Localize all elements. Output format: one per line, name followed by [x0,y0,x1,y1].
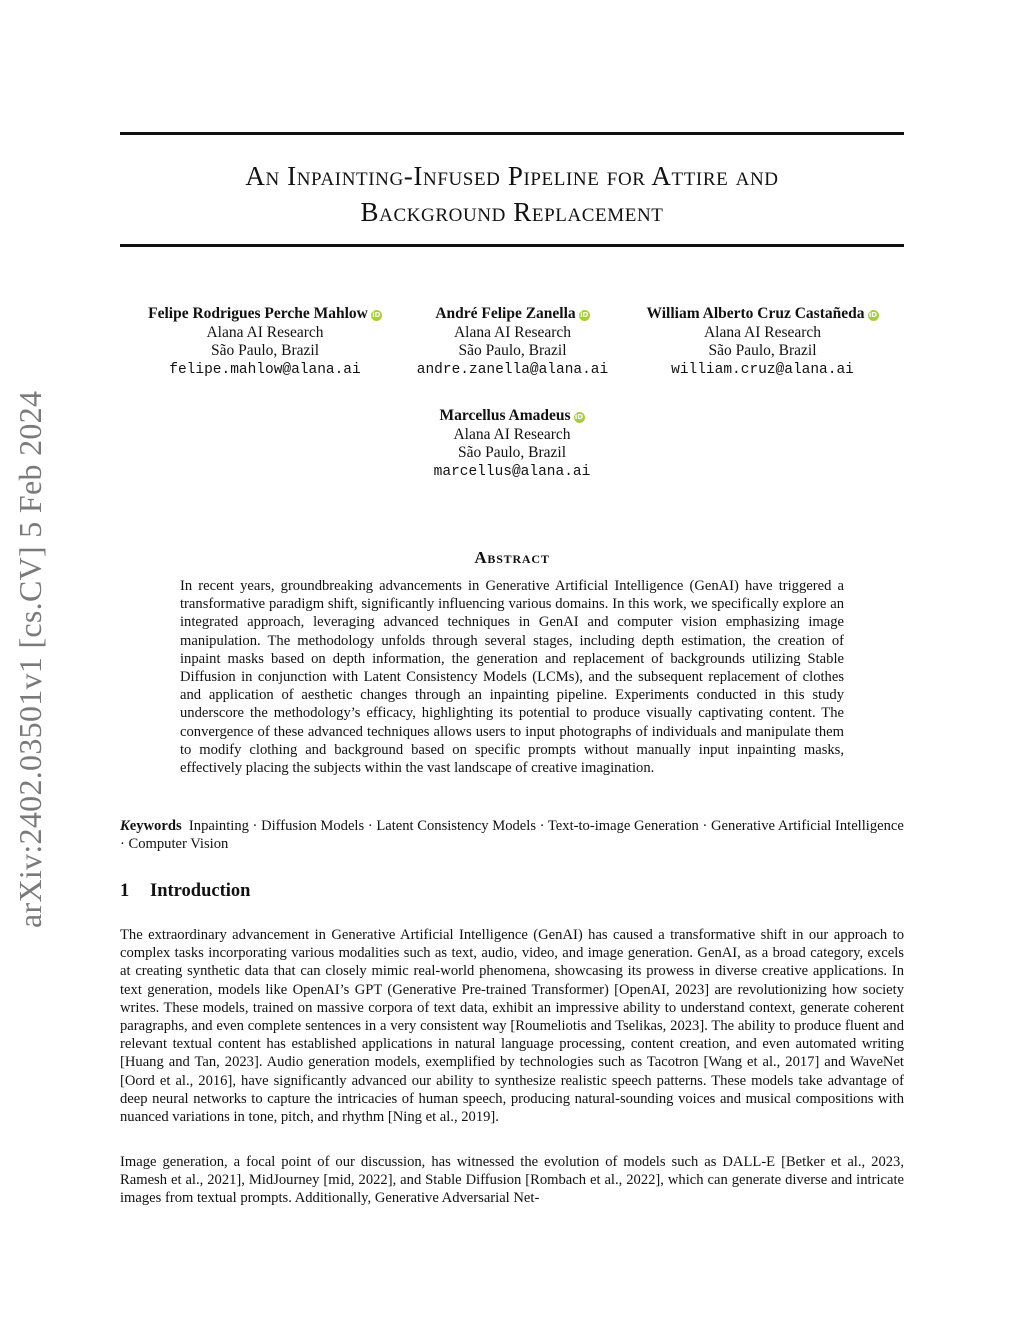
author-name: William Alberto Cruz Castañeda [646,305,865,322]
author-email[interactable]: marcellus@alana.ai [433,463,591,480]
section-heading [120,881,250,902]
intro-paragraph-2: Image generation, a focal point of our discussion, has witnessed the evolution of models such as DALL-E [Betker et al., 2023, Ramesh et al., 2021], MidJourney [mid, 2022], and Stable Diffusion [Rombach et al., 2022], which can generate diverse and intricate images from textual prompts. Additionally, Generative Adversarial Net- [120,1154,904,1207]
author-email[interactable]: andre.zanella@alana.ai [416,361,609,378]
author-email[interactable]: felipe.mahlow@alana.ai [169,361,361,378]
author-location: São Paulo, Brazil [210,342,320,359]
author-affiliation: Alana AI Research [453,425,571,443]
keywords [120,817,904,853]
author-block-1 [130,305,400,379]
arxiv-identifier: arXiv:2402.03501v1 [cs.CV] 5 Feb 2024 [12,390,48,928]
abstract-text: In recent years, groundbreaking advancements in Generative Artificial Intelligence (GenAI) have triggered a transformative paradigm shift, significantly influencing various domains. In this work, we specifically explore an integrated approach, leveraging advanced techniques in GenAI and computer vision emphasizing image manipulation. The methodology unfolds through several stages, including depth estimation, the creation of inpaint masks based on depth information, the generation and replacement of backgrounds utilizing Stable Diffusion in conjunction with Latent Consistency Models (LCMs), and the subsequent replacement of clothes and application of aesthetic changes through an inpainting pipeline. Experiments conducted in this study underscore the methodology’s efficacy, highlighting its potential to produce visually captivating content. The convergence of these advanced techniques allows users to input photographs of individuals and manipulate them to modify clothing and background based on specific prompts without manually input inpainting masks, effectively placing the subjects within the vast landscape of creative imagination. [180,578,844,777]
author-name: Marcellus Amadeus [439,407,571,424]
orcid-icon[interactable]: iD [574,413,584,421]
title-line-1: An Inpainting-Infused Pipeline for Attire and [245,161,779,191]
author-name: André Felipe Zanella [435,305,576,322]
title-top-rule [120,132,904,135]
author-location: São Paulo, Brazil [458,342,567,359]
author-affiliation: Alana AI Research [703,323,822,341]
orcid-icon[interactable]: iD [868,311,878,319]
title-bottom-rule [120,244,904,247]
paper-title [120,158,904,230]
orcid-icon[interactable]: iD [580,311,589,319]
author-location: São Paulo, Brazil [457,444,567,461]
intro-paragraph-1: The extraordinary advancement in Generative Artificial Intelligence (GenAI) has caused a transformative shift in our approach to complex tasks incorporating various modalities such as text, audio, video, and image generation. GenAI, as a broad category, excels at creating synthetic data that can closely mimic real-world phenomena, showcasing its prowess in diverse creative applications. In text generation, models like OpenAI’s GPT (Generative Pre-trained Transformer) [OpenAI, 2023] are revolutionizing how society writes. These models, trained on massive corpora of text data, exhibit an impressive ability to understand context, generate coherent paragraphs, and even complete sentences in a very consistent way [Roumeliotis and Tselikas, 2023]. The ability to produce fluent and relevant textual content has established applications in natural language processing, content creation, and even automated writing [Huang and Tan, 2023]. Audio generation models, exemplified by technologies such as Tacotron [Wang et al., 2017] and WaveNet [Oord et al., 2016], have significantly advanced our ability to synthesize realistic speech patterns. These models take advantage of deep neural networks to capture the intricacies of human speech, producing natural-sounding voices and musical compositions with nuanced variations in tone, pitch, and rhythm [Ning et al., 2019]. [120,927,904,1126]
title-line-2: Background Replacement [360,197,664,227]
keywords-text: Inpainting · Diffusion Models · Latent Consistency Models · Text-to-image Generation · Generative Artificial Intelligence · Computer Vision [120,818,904,853]
abstract-heading: Abstract [474,548,550,567]
orcid-icon[interactable]: iD [372,311,381,319]
author-email[interactable]: william.cruz@alana.ai [671,361,854,378]
author-affiliation: Alana AI Research [206,323,324,341]
author-block-2 [400,305,625,379]
author-name: Felipe Rodrigues Perche Mahlow [148,305,368,322]
author-affiliation: Alana AI Research [453,323,572,341]
author-block-4 [410,407,614,481]
section-number: 1 [120,881,130,901]
author-location: São Paulo, Brazil [708,342,817,359]
author-block-3 [630,305,895,379]
section-title: Introduction [150,881,251,901]
keywords-label: Keywords [120,818,182,834]
